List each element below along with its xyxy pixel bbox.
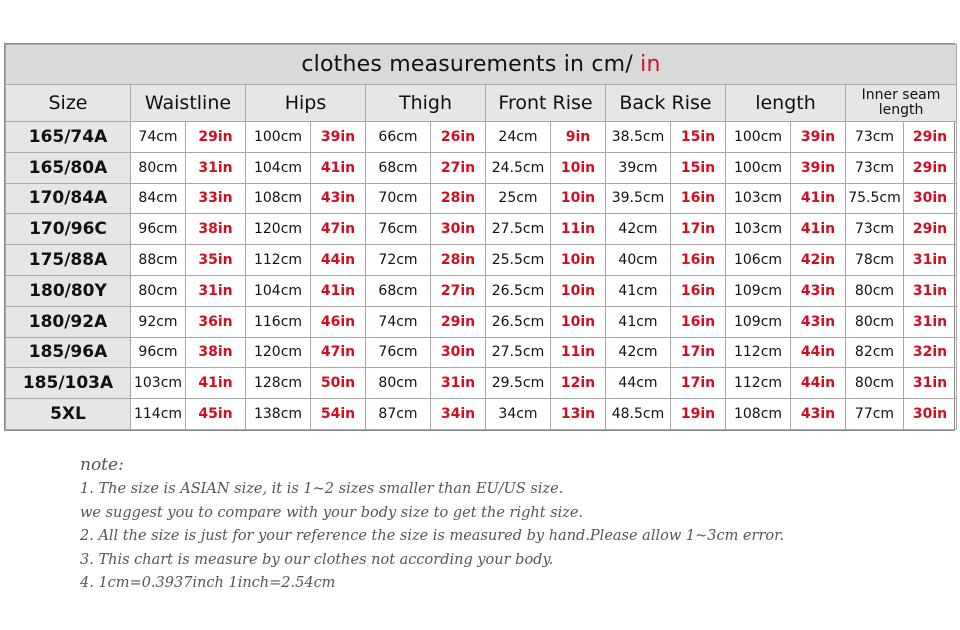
inch-value: 39in [791, 152, 846, 183]
cm-value: 48.5cm [606, 399, 671, 430]
header-waistline: Waistline [131, 85, 246, 122]
inch-value: 33in [186, 183, 246, 214]
cm-value: 120cm [246, 214, 311, 245]
cm-value: 87cm [366, 399, 431, 430]
inch-value: 16in [671, 275, 726, 306]
cm-value: 44cm [606, 368, 671, 399]
cm-value: 108cm [726, 399, 791, 430]
inch-value: 16in [671, 306, 726, 337]
cm-value: 80cm [366, 368, 431, 399]
inch-value: 29in [904, 152, 957, 183]
inch-value: 46in [311, 306, 366, 337]
table-row [6, 275, 957, 306]
inch-value: 30in [904, 183, 957, 214]
cm-value: 72cm [366, 245, 431, 276]
inch-value: 17in [671, 337, 726, 368]
cm-value: 74cm [131, 122, 186, 153]
cm-value: 96cm [131, 214, 186, 245]
cm-value: 104cm [246, 152, 311, 183]
inch-value: 31in [904, 306, 957, 337]
inch-value: 31in [186, 275, 246, 306]
cm-value: 41cm [606, 306, 671, 337]
header-length: length [726, 85, 846, 122]
cm-value: 96cm [131, 337, 186, 368]
inch-value: 28in [431, 183, 486, 214]
inch-value: 47in [311, 214, 366, 245]
cm-value: 42cm [606, 214, 671, 245]
cm-value: 76cm [366, 214, 431, 245]
inch-value: 44in [311, 245, 366, 276]
chart-title [6, 45, 957, 85]
note-line: 3. This chart is measure by our clothes not according your body. [80, 551, 554, 568]
cm-value: 24.5cm [486, 152, 551, 183]
cm-value: 103cm [726, 183, 791, 214]
cm-value: 138cm [246, 399, 311, 430]
inch-value: 43in [311, 183, 366, 214]
table-row [6, 122, 957, 153]
title-row [6, 45, 957, 85]
cm-value: 103cm [726, 214, 791, 245]
notes-title: note: [80, 455, 124, 475]
inch-value: 41in [791, 183, 846, 214]
inch-value: 45in [186, 399, 246, 430]
cm-value: 80cm [846, 275, 904, 306]
cm-value: 82cm [846, 337, 904, 368]
notes-section [80, 455, 940, 596]
table-row [6, 245, 957, 276]
note-line: we suggest you to compare with your body size to get the right size. [80, 504, 584, 521]
inch-value: 32in [904, 337, 957, 368]
cm-value: 76cm [366, 337, 431, 368]
table-row [6, 152, 957, 183]
cm-value: 100cm [246, 122, 311, 153]
inch-value: 31in [904, 275, 957, 306]
header-size: Size [6, 85, 131, 122]
inch-value: 41in [311, 275, 366, 306]
inch-value: 11in [551, 337, 606, 368]
cm-value: 75.5cm [846, 183, 904, 214]
size-label: 165/74A [6, 122, 131, 153]
inch-value: 34in [431, 399, 486, 430]
cm-value: 27.5cm [486, 214, 551, 245]
inch-value: 47in [311, 337, 366, 368]
cm-value: 27.5cm [486, 337, 551, 368]
table-row [6, 337, 957, 368]
inch-value: 15in [671, 152, 726, 183]
inch-value: 10in [551, 275, 606, 306]
cm-value: 34cm [486, 399, 551, 430]
cm-value: 103cm [131, 368, 186, 399]
cm-value: 104cm [246, 275, 311, 306]
table-row [6, 399, 957, 430]
size-label: 165/80A [6, 152, 131, 183]
cm-value: 73cm [846, 152, 904, 183]
inch-value: 41in [311, 152, 366, 183]
cm-value: 80cm [131, 275, 186, 306]
size-table [5, 44, 957, 430]
inch-value: 27in [431, 152, 486, 183]
note-line: 4. 1cm=0.3937inch 1inch=2.54cm [80, 575, 336, 591]
cm-value: 128cm [246, 368, 311, 399]
header-thigh: Thigh [366, 85, 486, 122]
table-row [6, 183, 957, 214]
inch-value: 17in [671, 368, 726, 399]
inch-value: 39in [311, 122, 366, 153]
cm-value: 114cm [131, 399, 186, 430]
inch-value: 16in [671, 245, 726, 276]
size-chart [4, 43, 955, 431]
cm-value: 42cm [606, 337, 671, 368]
inch-value: 30in [431, 337, 486, 368]
cm-value: 80cm [131, 152, 186, 183]
inch-value: 17in [671, 214, 726, 245]
inch-value: 38in [186, 214, 246, 245]
cm-value: 109cm [726, 306, 791, 337]
cm-value: 92cm [131, 306, 186, 337]
cm-value: 66cm [366, 122, 431, 153]
inch-value: 31in [904, 245, 957, 276]
inch-value: 13in [551, 399, 606, 430]
cm-value: 41cm [606, 275, 671, 306]
inch-value: 9in [551, 122, 606, 153]
inch-value: 39in [791, 122, 846, 153]
header-back-rise: Back Rise [606, 85, 726, 122]
inch-value: 16in [671, 183, 726, 214]
size-label: 185/103A [6, 368, 131, 399]
size-label: 170/84A [6, 183, 131, 214]
cm-value: 25cm [486, 183, 551, 214]
cm-value: 112cm [726, 337, 791, 368]
size-label: 170/96C [6, 214, 131, 245]
inch-value: 44in [791, 337, 846, 368]
table-body [6, 122, 957, 430]
inch-value: 41in [791, 214, 846, 245]
cm-value: 106cm [726, 245, 791, 276]
table-row [6, 306, 957, 337]
cm-value: 73cm [846, 122, 904, 153]
inch-value: 10in [551, 183, 606, 214]
cm-value: 84cm [131, 183, 186, 214]
cm-value: 40cm [606, 245, 671, 276]
inch-value: 10in [551, 306, 606, 337]
cm-value: 25.5cm [486, 245, 551, 276]
inch-value: 15in [671, 122, 726, 153]
size-label: 175/88A [6, 245, 131, 276]
inch-value: 27in [431, 275, 486, 306]
cm-value: 120cm [246, 337, 311, 368]
cm-value: 24cm [486, 122, 551, 153]
header-front-rise: Front Rise [486, 85, 606, 122]
inch-value: 28in [431, 245, 486, 276]
size-label: 180/92A [6, 306, 131, 337]
inch-value: 41in [186, 368, 246, 399]
inch-value: 11in [551, 214, 606, 245]
size-label: 185/96A [6, 337, 131, 368]
inch-value: 10in [551, 245, 606, 276]
header-hips: Hips [246, 85, 366, 122]
inch-value: 44in [791, 368, 846, 399]
chart-title-accent: in [640, 52, 661, 77]
cm-value: 80cm [846, 368, 904, 399]
cm-value: 29.5cm [486, 368, 551, 399]
cm-value: 39cm [606, 152, 671, 183]
cm-value: 80cm [846, 306, 904, 337]
inch-value: 26in [431, 122, 486, 153]
inch-value: 38in [186, 337, 246, 368]
cm-value: 112cm [726, 368, 791, 399]
inch-value: 43in [791, 275, 846, 306]
note-line: 2. All the size is just for your reference the size is measured by hand.Please allow 1~3cm error. [80, 528, 785, 544]
inch-value: 29in [186, 122, 246, 153]
cm-value: 100cm [726, 152, 791, 183]
cm-value: 116cm [246, 306, 311, 337]
cm-value: 26.5cm [486, 275, 551, 306]
inch-value: 10in [551, 152, 606, 183]
size-label: 5XL [6, 399, 131, 430]
cm-value: 74cm [366, 306, 431, 337]
cm-value: 26.5cm [486, 306, 551, 337]
inch-value: 30in [904, 399, 957, 430]
cm-value: 100cm [726, 122, 791, 153]
cm-value: 73cm [846, 214, 904, 245]
cm-value: 39.5cm [606, 183, 671, 214]
inch-value: 30in [431, 214, 486, 245]
header-inner-seam-length: Inner seam length [846, 85, 957, 122]
cm-value: 108cm [246, 183, 311, 214]
size-label: 180/80Y [6, 275, 131, 306]
inch-value: 36in [186, 306, 246, 337]
inch-value: 12in [551, 368, 606, 399]
header-row [6, 85, 957, 122]
inch-value: 50in [311, 368, 366, 399]
cm-value: 88cm [131, 245, 186, 276]
inch-value: 54in [311, 399, 366, 430]
note-line: 1. The size is ASIAN size, it is 1~2 sizes smaller than EU/US size. [80, 481, 564, 497]
cm-value: 77cm [846, 399, 904, 430]
inch-value: 42in [791, 245, 846, 276]
inch-value: 43in [791, 306, 846, 337]
inch-value: 31in [431, 368, 486, 399]
table-row [6, 214, 957, 245]
chart-title-main: clothes measurements in cm/ [301, 52, 633, 77]
cm-value: 112cm [246, 245, 311, 276]
cm-value: 78cm [846, 245, 904, 276]
inch-value: 43in [791, 399, 846, 430]
inch-value: 19in [671, 399, 726, 430]
cm-value: 70cm [366, 183, 431, 214]
inch-value: 31in [904, 368, 957, 399]
inch-value: 29in [904, 122, 957, 153]
table-row [6, 368, 957, 399]
inch-value: 35in [186, 245, 246, 276]
cm-value: 109cm [726, 275, 791, 306]
inch-value: 31in [186, 152, 246, 183]
cm-value: 38.5cm [606, 122, 671, 153]
cm-value: 68cm [366, 275, 431, 306]
inch-value: 29in [904, 214, 957, 245]
inch-value: 29in [431, 306, 486, 337]
cm-value: 68cm [366, 152, 431, 183]
